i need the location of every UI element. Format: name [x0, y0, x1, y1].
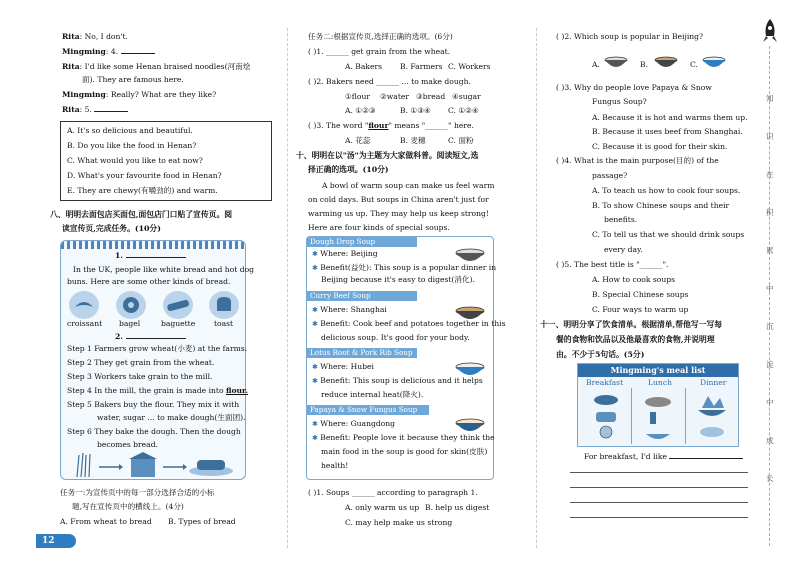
q1-option-c: C. may help make us strong — [345, 518, 453, 527]
step-6: Step 6 They bake the dough. Then the dough — [67, 427, 241, 436]
meal-list-card — [577, 363, 739, 447]
step-5b: water, sugar ... to make dough(生面团). — [97, 413, 246, 422]
bagel-icon — [116, 291, 146, 319]
q1-option-b: B. Farmers — [400, 62, 443, 71]
section-10-title-2: 择正确的选项。(10分) — [308, 165, 389, 174]
soup-4-benefit-2: main food in the soup is good for skin(皮肤) — [321, 447, 488, 456]
soup-1-benefit: ✱ Benefit(益处): This soup is a popular dinner in — [312, 263, 497, 272]
section-8-title: 八、明明去面包店买面包,面包店门口贴了宣传页。阅 — [50, 210, 233, 219]
lunch-food-icon — [638, 390, 678, 442]
q4-option-c2: every day. — [604, 245, 643, 254]
dialogue-line-3: Rita: I'd like some Henan braised noodles(河南烩 — [62, 62, 251, 71]
q3-option-b: B. Because it uses beef from Shanghai. — [592, 127, 743, 136]
q5-option-a: A. How to cook soups — [592, 275, 675, 284]
writing-line[interactable] — [570, 487, 748, 488]
q1-option-a: A. Bakers — [345, 62, 383, 71]
section-10-q1: ( )1. Soups ______ according to paragraph 1. — [308, 488, 478, 497]
option-c: C. What would you like to eat now? — [67, 156, 203, 165]
section-8-title-2: 读宣传页,完成任务。(10分) — [62, 224, 161, 233]
step-1: Step 1 Farmers grow wheat(小麦) at the farms. — [67, 344, 248, 353]
bakery-flyer — [60, 240, 255, 480]
q1-option-c: C. Workers — [448, 62, 491, 71]
q4-option-b2: benefits. — [604, 215, 638, 224]
side-char: 沉 — [766, 322, 774, 331]
right-q4: ( )4. What is the main purpose(目的) of the — [556, 156, 719, 165]
bread-label: bagel — [119, 319, 141, 328]
soup-3-where: ✱ Where: Hubei — [312, 362, 374, 371]
side-char: 成 — [766, 436, 774, 445]
option-d: D. What's your favourite food in Henan? — [67, 171, 222, 180]
flyer-part1-heading: 1. — [115, 251, 186, 261]
soup-2-benefit: ✱ Benefit: Cook beef and potatoes together in this — [312, 319, 506, 328]
baguette-icon — [163, 291, 193, 319]
bread-process-illustration — [71, 449, 241, 479]
step-4: Step 4 In the mill, the grain is made into flour. — [67, 386, 249, 395]
right-q5: ( )5. The best title is "______". — [556, 260, 669, 269]
q2-option-c: C. ①②④ — [448, 106, 479, 115]
q1-option-b: B. help us digest — [425, 503, 490, 512]
bread-label: croissant — [67, 319, 103, 328]
q2-option-a: A. ①②③ — [345, 106, 376, 115]
side-char: 中 — [766, 284, 774, 293]
writing-line[interactable] — [570, 502, 748, 503]
q4-option-b: B. To show Chinese soups and their — [592, 201, 730, 210]
column-divider — [536, 28, 537, 548]
flyer-intro: In the UK, people like white bread and hot dog — [73, 265, 255, 274]
writing-blank[interactable] — [669, 452, 743, 459]
answer-blank[interactable] — [121, 47, 155, 54]
dinner-food-icon — [692, 390, 732, 442]
task-2-title: 任务二:根据宣传页,选择正确的选项。(6分) — [308, 32, 453, 41]
soup-bowl-icon — [453, 353, 487, 381]
section-11-title: 十一、明明分享了饮食清单。根据清单,帮他写一写每 — [540, 320, 723, 329]
q2-option-b: B. ①③④ — [400, 106, 431, 115]
q5-option-b: B. Special Chinese soups — [592, 290, 689, 299]
right-q2: ( )2. Which soup is popular in Beijing? — [556, 32, 704, 41]
croissant-icon — [69, 291, 99, 319]
flyer-spiral — [61, 241, 245, 249]
right-q3-2: Fungus Soup? — [592, 97, 647, 106]
soup-1-name: Dough Drop Soup — [307, 237, 417, 247]
breakfast-food-icon — [586, 390, 626, 442]
rocket-icon — [762, 18, 778, 44]
side-char: 识 — [766, 132, 774, 141]
right-q4-2: passage? — [592, 171, 628, 180]
q2-item: ②water — [380, 92, 410, 101]
side-char: 中 — [766, 398, 774, 407]
soup-4-benefit-3: health! — [321, 461, 349, 470]
soup-bowl-icon — [453, 297, 487, 325]
soup-c-icon — [700, 50, 728, 72]
passage-line: Here are four kinds of special soups. — [308, 223, 450, 232]
flyer-part2-heading: 2. — [115, 332, 186, 342]
bread-label: toast — [214, 319, 234, 328]
meal-lunch: Lunch — [648, 378, 672, 387]
task-1-title-2: 题,写在宣传页中的横线上。(4分) — [72, 502, 184, 511]
side-char: 长 — [766, 474, 774, 483]
section-11-title-3: 由。不少于5句话。(5分) — [556, 350, 645, 359]
side-char: 积 — [766, 208, 774, 217]
task-1-title: 任务一:为宣传页中的每一部分选择合适的小标 — [60, 488, 215, 497]
q4-option-a: A. To teach us how to cook four soups. — [592, 186, 741, 195]
q2-item: ④sugar — [452, 92, 481, 101]
task-1-option-b: B. Types of bread — [168, 517, 236, 526]
soup-a-icon — [602, 50, 630, 72]
soup-1-where: ✱ Where: Beijing — [312, 249, 378, 258]
column-divider — [287, 28, 288, 548]
task-1-option-a: A. From wheat to bread — [60, 517, 152, 526]
meal-dinner: Dinner — [700, 378, 727, 387]
soup-2-benefit-2: delicious soup. It's good for your body. — [321, 333, 470, 342]
side-char: 在 — [766, 170, 774, 179]
page-number-badge — [36, 534, 76, 548]
soup-4-name: Papaya & Snow Fungus Soup — [307, 405, 429, 415]
passage-line: warming us up. They may help us keep strong! — [308, 209, 489, 218]
q4-option-c: C. To tell us that we should drink soups — [592, 230, 745, 239]
writing-line[interactable] — [570, 517, 748, 518]
soup-b-icon — [652, 50, 680, 72]
right-q3: ( )3. Why do people love Papaya & Snow — [556, 83, 712, 92]
side-char: 累 — [766, 246, 774, 255]
q3-option-c: C. 面粉 — [448, 136, 474, 145]
q1-option-a: A. only warm us up — [345, 503, 420, 512]
soup-2-name: Curry Beef Soup — [307, 291, 417, 301]
q2-option-c: C. — [690, 60, 698, 69]
option-b: B. Do you like the food in Henan? — [67, 141, 197, 150]
page-number: 12 — [42, 536, 55, 546]
options-box — [60, 121, 272, 201]
dialogue-line-2: Mingming: 4. — [62, 47, 155, 57]
option-a: A. It's so delicious and beautiful. — [67, 126, 193, 135]
q3-option-a: A. 花蕊 — [345, 136, 371, 145]
passage-line: A bowl of warm soup can make us feel warm — [322, 181, 495, 190]
subtitle-blank-2[interactable] — [126, 332, 186, 339]
task-2-q1: ( )1. ______ get grain from the wheat. — [308, 47, 451, 56]
writing-start: For breakfast, I'd like — [584, 452, 743, 462]
subtitle-blank-1[interactable] — [126, 251, 186, 258]
passage-line: on cold days. But soups in China aren't just for — [308, 195, 489, 204]
soup-bowl-icon — [453, 409, 487, 437]
meal-divider — [631, 388, 632, 444]
side-dashed-line — [769, 46, 770, 546]
soup-1-benefit-2: Beijing because it's easy to digest(消化). — [321, 275, 475, 284]
bread-label: baguette — [161, 319, 196, 328]
side-char: 知 — [766, 94, 774, 103]
step-2: Step 2 They get grain from the wheat. — [67, 358, 215, 367]
soup-2-where: ✱ Where: Shanghai — [312, 305, 387, 314]
soup-4-benefit: ✱ Benefit: People love it because they think the — [312, 433, 495, 442]
q2-option-b: B. — [640, 60, 648, 69]
soup-3-benefit-2: reduce internal heat(降火). — [321, 390, 424, 399]
side-strip — [760, 14, 782, 554]
dialogue-line-5: Rita: 5. — [62, 105, 128, 115]
q3-option-a: A. Because it is hot and warms them up. — [592, 113, 748, 122]
dialogue-line-3b: 面). They are famous here. — [82, 75, 184, 84]
soup-bowl-icon — [453, 239, 487, 267]
task-2-q2: ( )2. Bakers need ______ ... to make dough. — [308, 77, 471, 86]
toast-icon — [209, 291, 239, 319]
meal-divider — [685, 388, 686, 444]
step-3: Step 3 Workers take grain to the mill. — [67, 372, 213, 381]
step-6b: becomes bread. — [97, 440, 158, 449]
soup-4-where: ✱ Where: Guangdong — [312, 419, 396, 428]
task-2-q3: ( )3. The word "flour" means "______" here. — [308, 121, 474, 130]
flyer-intro-2: buns. Here are some other kinds of bread. — [67, 277, 231, 286]
section-11-title-2: 餐的食物和饮品以及他最喜欢的食物,并说明理 — [556, 335, 715, 344]
q2-item: ①flour — [345, 92, 370, 101]
dialogue-line-1: Rita: No, I don't. — [62, 32, 128, 41]
step-5: Step 5 Bakers buy the flour. They mix it with — [67, 400, 240, 409]
meal-list-title: Mingming's meal list — [578, 364, 738, 377]
answer-blank[interactable] — [94, 105, 128, 112]
q5-option-c: C. Four ways to warm up — [592, 305, 689, 314]
option-e: E. They are chewy(有嚼劲的) and warm. — [67, 186, 218, 195]
soup-3-benefit: ✱ Benefit: This soup is delicious and it helps — [312, 376, 483, 385]
section-10-title: 十、明明在以"汤"为主题为大家做科普。阅读短文,选 — [296, 151, 479, 160]
meal-breakfast: Breakfast — [586, 378, 624, 387]
writing-line[interactable] — [570, 472, 748, 473]
q3-option-c: C. Because it is good for their skin. — [592, 142, 728, 151]
q2-option-a: A. — [592, 60, 600, 69]
soup-card — [306, 236, 506, 480]
side-char: 淀 — [766, 360, 774, 369]
dialogue-line-4: Mingming: Really? What are they like? — [62, 90, 217, 99]
q2-item: ③bread — [416, 92, 446, 101]
soup-3-name: Lotus Root & Pork Rib Soup — [307, 348, 417, 358]
q3-option-b: B. 麦穗 — [400, 136, 426, 145]
